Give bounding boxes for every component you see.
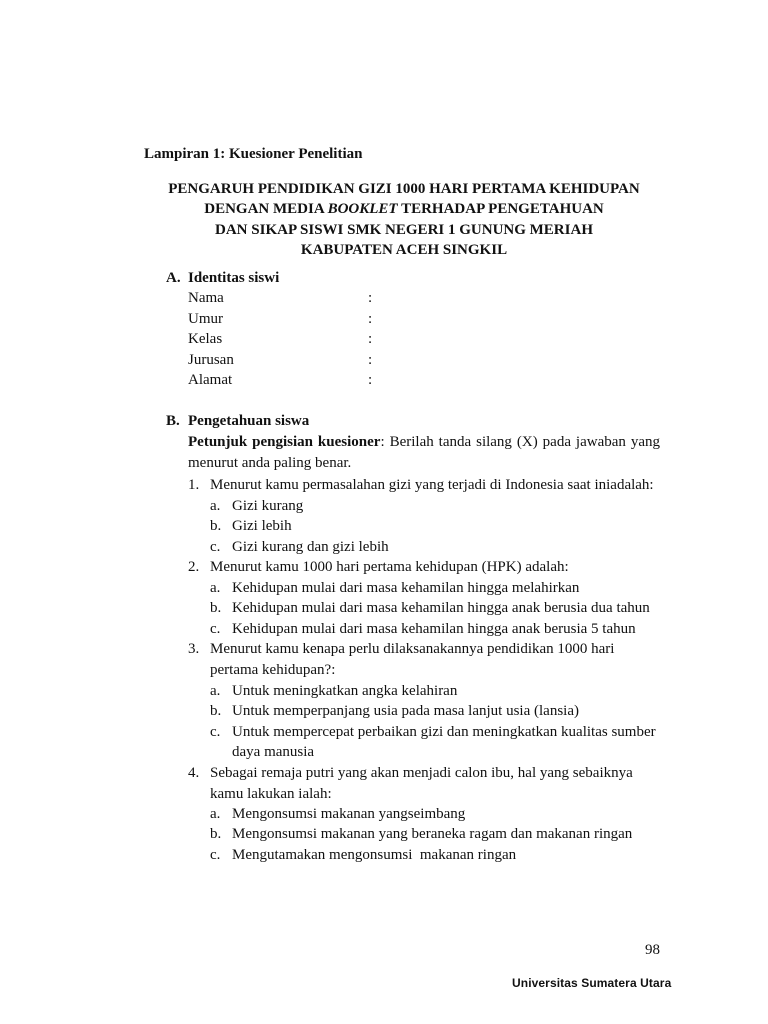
field-label: Alamat <box>188 372 233 388</box>
section-b-letter: B. <box>166 413 180 429</box>
question-text: Menurut kamu kenapa perlu dilaksanakannya pendidikan 1000 hari pertama kehidupan?: <box>210 641 615 678</box>
title-line-2 <box>140 199 668 219</box>
instructions-label: Petunjuk pengisian kuesioner <box>188 434 381 450</box>
title-line-4: KABUPATEN ACEH SINGKIL <box>300 241 508 258</box>
option-text: Untuk meningkatkan angka kelahiran <box>232 682 458 699</box>
field-colon: : <box>368 310 373 327</box>
field-label: Umur <box>188 310 223 327</box>
option-letter: b. <box>210 600 222 616</box>
field-colon: : <box>368 290 373 306</box>
option-letter: c. <box>210 723 221 740</box>
option-text: Gizi lebih <box>232 518 292 534</box>
option-letter: a. <box>210 579 221 596</box>
option-text: Untuk mempercepat perbaikan gizi dan meningkatkan kualitas sumber daya manusia <box>232 723 656 761</box>
field-label: Kelas <box>188 331 223 347</box>
title-line-3: DAN SIKAP SISWI SMK NEGERI 1 GUNUNG MERIAH <box>215 221 593 238</box>
question-number: 1. <box>188 477 200 493</box>
option-text: Gizi kurang dan gizi lebih <box>232 538 389 555</box>
question-number: 2. <box>188 559 200 575</box>
option-letter: a. <box>210 682 221 699</box>
option-letter: a. <box>210 805 221 822</box>
field-colon: : <box>368 351 373 368</box>
option-letter: a. <box>210 497 221 514</box>
option-letter: b. <box>210 518 222 534</box>
option-text: Kehidupan mulai dari masa kehamilan hingga anak berusia dua tahun <box>232 600 650 616</box>
option-text: Untuk memperpanjang usia pada masa lanjut usia (lansia) <box>232 703 579 719</box>
question-text: Menurut kamu permasalahan gizi yang terjadi di Indonesia saat iniadalah: <box>210 477 654 493</box>
instructions-text: : Berilah tanda silang (X) pada jawaban yang menurut anda paling benar. <box>188 434 661 471</box>
question-text: Sebagai remaja putri yang akan menjadi calon ibu, hal yang sebaiknya kamu lakukan ialah: <box>210 765 633 802</box>
option-text: Kehidupan mulai dari masa kehamilan hingga anak berusia 5 tahun <box>232 620 636 637</box>
footer-institution: Universitas Sumatera Utara <box>512 976 672 990</box>
document-title <box>140 179 668 260</box>
question-text: Menurut kamu 1000 hari pertama kehidupan (HPK) adalah: <box>210 559 569 575</box>
field-colon: : <box>368 331 373 347</box>
question-number: 3. <box>188 641 200 657</box>
section-a-title: Identitas siswi <box>188 270 280 286</box>
option-text: Kehidupan mulai dari masa kehamilan hingga melahirkan <box>232 579 580 596</box>
field-label: Jurusan <box>188 351 234 368</box>
title-line-2-italic: BOOKLET <box>327 201 398 218</box>
field-label: Nama <box>188 290 224 306</box>
page-number: 98 <box>645 942 660 958</box>
option-letter: c. <box>210 538 221 555</box>
option-letter: b. <box>210 703 222 719</box>
field-colon: : <box>368 372 373 388</box>
option-text: Mengutamakan mengonsumsi makanan ringan <box>232 846 517 863</box>
question-number: 4. <box>188 765 200 781</box>
title-line-2-pre: DENGAN MEDIA <box>204 201 328 218</box>
option-letter: b. <box>210 826 222 842</box>
appendix-heading: Lampiran 1: Kuesioner Penelitian <box>144 146 363 162</box>
option-text: Mengonsumsi makanan yangseimbang <box>232 805 466 822</box>
option-letter: c. <box>210 620 221 637</box>
title-line-2-post: TERHADAP PENGETAHUAN <box>397 201 604 218</box>
option-text: Mengonsumsi makanan yang beraneka ragam dan makanan ringan <box>232 826 633 842</box>
title-line-1: PENGARUH PENDIDIKAN GIZI 1000 HARI PERTAMA KEHIDUPAN <box>168 181 640 197</box>
option-letter: c. <box>210 846 221 863</box>
section-a-letter: A. <box>166 270 181 286</box>
instructions <box>188 432 660 474</box>
option-text: Gizi kurang <box>232 497 304 514</box>
section-b-title: Pengetahuan siswa <box>188 413 310 429</box>
